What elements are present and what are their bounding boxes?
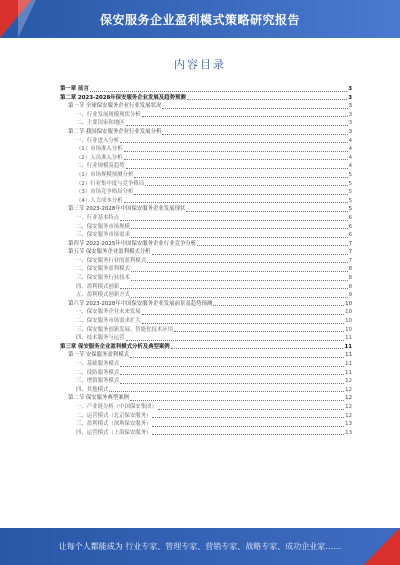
toc-dot-leader xyxy=(186,211,347,212)
toc-dot-leader xyxy=(152,254,348,255)
toc-entry-page: 12 xyxy=(345,412,352,419)
toc-dot-leader xyxy=(126,340,345,341)
toc-entry-label: 三、保安服务市场需求 xyxy=(76,232,130,239)
toc-entry-label: 三、保安服务行业技术 xyxy=(76,275,130,282)
toc-entry-label: 三、盈利模式（深圳保安服务） xyxy=(76,421,152,428)
toc-entry-page: 7 xyxy=(348,257,352,264)
toc-entry-page: 11 xyxy=(345,369,352,376)
toc-entry[interactable] xyxy=(60,394,352,403)
toc-entry[interactable] xyxy=(60,429,352,438)
toc-dot-leader xyxy=(142,323,344,324)
toc-entry[interactable] xyxy=(60,214,352,223)
toc-dot-leader xyxy=(145,185,347,186)
toc-entry-label: 三、增值服务模式 xyxy=(76,378,120,385)
toc-dot-leader xyxy=(130,357,344,358)
toc-entry[interactable] xyxy=(60,343,352,352)
toc-entry-label: （1）市场准入分析 xyxy=(76,146,123,153)
toc-entry-page: 13 xyxy=(345,421,352,428)
toc-entry-page: 3 xyxy=(348,120,352,127)
toc-entry[interactable] xyxy=(60,85,352,94)
toc-dot-leader xyxy=(162,134,347,135)
toc-entry-page: 5 xyxy=(348,197,352,204)
toc-dot-leader xyxy=(120,383,344,384)
toc-dot-leader xyxy=(131,280,348,281)
toc-dot-leader xyxy=(134,194,347,195)
toc-dot-leader xyxy=(124,151,348,152)
toc-dot-leader xyxy=(152,434,344,435)
toc-entry[interactable] xyxy=(60,334,352,343)
toc-entry-page: 7 xyxy=(348,249,352,256)
toc-entry-label: 一、行业发展规模现状分析 xyxy=(76,111,141,118)
toc-entry-label: 二、主要国家和地区 xyxy=(76,120,125,127)
table-of-contents xyxy=(60,85,352,437)
toc-entry[interactable] xyxy=(60,248,352,257)
toc-entry-page: 5 xyxy=(348,189,352,196)
toc-entry[interactable] xyxy=(60,412,352,421)
toc-entry[interactable] xyxy=(60,162,352,171)
toc-entry[interactable] xyxy=(60,265,352,274)
toc-dot-leader xyxy=(162,108,347,109)
toc-entry-label: 四、运营模式（上海保安服务） xyxy=(76,429,152,436)
toc-entry-page: 4 xyxy=(348,137,352,144)
toc-entry-page: 12 xyxy=(345,386,352,393)
toc-dot-leader xyxy=(109,391,344,392)
toc-entry[interactable] xyxy=(60,369,352,378)
toc-entry[interactable] xyxy=(60,111,352,120)
toc-entry[interactable] xyxy=(60,205,352,214)
report-title: 保安服务企业盈利模式策略研究报告 xyxy=(99,13,300,27)
toc-dot-leader xyxy=(120,374,344,375)
toc-entry-page: 10 xyxy=(345,300,352,307)
footer-slogan-lead: 让每个人都能成为 xyxy=(58,542,123,551)
toc-dot-leader xyxy=(120,366,344,367)
toc-entry-page: 4 xyxy=(348,154,352,161)
toc-entry-page: 5 xyxy=(348,206,352,213)
toc-entry-label: 第二章 2023-2028年保安服务企业发展及趋势预测 xyxy=(60,94,186,101)
toc-entry-page: 3 xyxy=(348,86,352,92)
toc-entry[interactable] xyxy=(60,188,352,197)
toc-entry[interactable] xyxy=(60,102,352,111)
toc-dot-leader xyxy=(142,314,344,315)
toc-entry[interactable] xyxy=(60,180,352,189)
toc-entry-page: 10 xyxy=(345,318,352,325)
toc-dot-leader xyxy=(131,271,348,272)
toc-entry-label: 二、行业规模及趋势 xyxy=(76,163,125,170)
toc-dot-leader xyxy=(174,331,344,332)
page-header xyxy=(0,0,400,38)
toc-entry-page: 6 xyxy=(348,232,352,239)
toc-entry-page: 7 xyxy=(348,240,352,247)
toc-entry-page: 5 xyxy=(348,171,352,178)
toc-entry-label: 第六节 2023-2028年中国保安服务企业发展前景及趋势预测 xyxy=(68,300,213,307)
toc-entry[interactable] xyxy=(60,145,352,154)
toc-entry-label: 第二节 我国保安服务企业行业发展分析 xyxy=(68,128,162,135)
toc-entry-label: 第一节 全球保安服务企业行业发展状况 xyxy=(68,103,162,110)
toc-entry[interactable] xyxy=(60,351,352,360)
toc-dot-leader xyxy=(124,159,348,160)
toc-entry[interactable] xyxy=(60,420,352,429)
toc-dot-leader xyxy=(124,202,348,203)
toc-entry[interactable] xyxy=(60,317,352,326)
toc-entry-page: 8 xyxy=(348,266,352,273)
toc-entry-label: 二、保安服务市场规模 xyxy=(76,223,130,230)
toc-heading: 内容目录 xyxy=(174,58,226,71)
toc-entry-page: 13 xyxy=(345,429,352,436)
toc-entry[interactable] xyxy=(60,300,352,309)
toc-dot-leader xyxy=(134,177,347,178)
toc-entry-label: 一、基础服务模式 xyxy=(76,361,120,367)
toc-entry-label: （3）市场竞争格局分析 xyxy=(76,189,134,196)
toc-entry-label: 第三章 保安服务企业盈利模式分析及典型案例 xyxy=(60,343,170,350)
toc-entry[interactable] xyxy=(60,386,352,395)
toc-entry-page: 11 xyxy=(345,335,352,342)
toc-entry-page: 12 xyxy=(345,395,352,402)
toc-entry-label: 一、行业进入分析 xyxy=(76,137,120,144)
toc-entry-label: （4）人力成本分析 xyxy=(76,197,123,204)
toc-entry-label: 五、盈利模式创新方式 xyxy=(76,292,130,299)
toc-dot-leader xyxy=(152,426,344,427)
toc-entry-page: 10 xyxy=(345,309,352,316)
toc-entry[interactable] xyxy=(60,308,352,317)
toc-dot-leader xyxy=(147,262,347,263)
footer-slogan-rest: 行业专家、管理专家、营销专家、战略专家、成功企业家…… xyxy=(125,542,342,551)
toc-entry-label: 第三节 2023-2028年中国保安服务企业发展现状 xyxy=(68,206,186,213)
toc-entry[interactable] xyxy=(60,119,352,128)
toc-entry[interactable] xyxy=(60,137,352,146)
toc-entry-page: 3 xyxy=(348,94,352,101)
toc-dot-leader xyxy=(131,228,348,229)
toc-dot-leader xyxy=(213,305,344,306)
toc-entry-label: 第四节 2022-2025年中国保安服务企业行业竞争分析 xyxy=(68,240,197,247)
toc-entry-label: 二、保安服务市场需求扩大 xyxy=(76,318,141,325)
toc-entry-page: 6 xyxy=(348,223,352,230)
page-footer xyxy=(0,528,400,565)
toc-entry[interactable] xyxy=(60,240,352,249)
toc-dot-leader xyxy=(90,91,347,92)
toc-dot-leader xyxy=(171,348,344,349)
toc-dot-leader xyxy=(126,125,348,126)
toc-dot-leader xyxy=(120,220,347,221)
toc-entry-page: 4 xyxy=(348,163,352,170)
toc-entry[interactable] xyxy=(60,223,352,232)
toc-entry-page: 10 xyxy=(345,326,352,333)
toc-entry-page: 3 xyxy=(348,128,352,135)
toc-entry-page: 3 xyxy=(348,103,352,110)
toc-entry-page: 9 xyxy=(348,292,352,299)
toc-entry-label: 四、其他模式 xyxy=(76,386,109,393)
toc-entry-label: 二、保安服务盈利模式 xyxy=(76,266,130,273)
toc-entry-page: 5 xyxy=(348,180,352,187)
toc-entry-label: 二、运营模式（北京保安服务） xyxy=(76,412,152,419)
toc-entry-label: 四、技术服务与运营 xyxy=(76,335,125,342)
toc-entry-label: （1）市场规模预测分析 xyxy=(76,171,134,178)
toc-entry-label: 三、保安服务创新发展、智能化技术应用 xyxy=(76,326,174,333)
toc-entry-label: 二、技防服务模式 xyxy=(76,369,120,376)
toc-dot-leader xyxy=(126,168,348,169)
toc-entry-page: 11 xyxy=(344,343,352,350)
toc-entry-label: 一、产业链分析（中国保安集团） xyxy=(76,403,157,410)
toc-entry-page: 11 xyxy=(345,352,352,359)
toc-entry-page: 8 xyxy=(348,275,352,282)
toc-entry[interactable] xyxy=(60,403,352,412)
toc-dot-leader xyxy=(158,409,344,410)
toc-entry[interactable] xyxy=(60,377,352,386)
toc-dot-leader xyxy=(152,417,344,418)
toc-entry[interactable] xyxy=(60,94,352,103)
toc-entry[interactable] xyxy=(60,197,352,206)
toc-entry[interactable] xyxy=(60,128,352,137)
toc-entry-label: 第一节 安保服务盈利模式 xyxy=(68,352,130,359)
toc-entry-label: 一、行业基本特点 xyxy=(76,214,120,221)
toc-dot-leader xyxy=(142,116,348,117)
toc-entry-label: （2）人员准入分析 xyxy=(76,154,123,161)
toc-dot-leader xyxy=(131,237,348,238)
toc-entry[interactable] xyxy=(60,154,352,163)
toc-entry-label: （2）行业集中度与竞争格局 xyxy=(76,180,145,187)
toc-dot-leader xyxy=(197,245,347,246)
toc-entry[interactable] xyxy=(60,171,352,180)
toc-entry-label: 一、保安服务行业的盈利模式 xyxy=(76,257,147,264)
toc-dot-leader xyxy=(120,142,347,143)
toc-entry[interactable] xyxy=(60,283,352,292)
toc-entry-page: 3 xyxy=(348,111,352,118)
toc-entry-page: 6 xyxy=(348,214,352,221)
toc-entry-label: 一、保安服务企业未来发展 xyxy=(76,309,141,316)
toc-entry[interactable] xyxy=(60,274,352,283)
toc-entry[interactable] xyxy=(60,291,352,300)
toc-entry-page: 12 xyxy=(345,378,352,385)
toc-entry-label: 第一章 前言 xyxy=(60,86,89,92)
toc-entry-page: 8 xyxy=(348,283,352,290)
toc-entry-label: 第二节 保安服务典型案例 xyxy=(68,395,130,402)
toc-entry-page: 4 xyxy=(348,146,352,153)
toc-dot-leader xyxy=(120,288,347,289)
footer-slogan xyxy=(0,541,400,552)
toc-entry[interactable] xyxy=(60,326,352,335)
toc-entry[interactable] xyxy=(60,360,352,369)
toc-entry[interactable] xyxy=(60,257,352,266)
toc-entry-label: 四、盈利模式创新 xyxy=(76,283,120,290)
toc-entry-page: 12 xyxy=(345,403,352,410)
toc-dot-leader xyxy=(131,297,348,298)
toc-entry[interactable] xyxy=(60,231,352,240)
toc-dot-leader xyxy=(187,99,347,100)
toc-entry-label: 第五节 保安服务企业盈利模式分析 xyxy=(68,249,151,256)
toc-dot-leader xyxy=(130,400,344,401)
toc-entry-page: 11 xyxy=(345,361,352,367)
